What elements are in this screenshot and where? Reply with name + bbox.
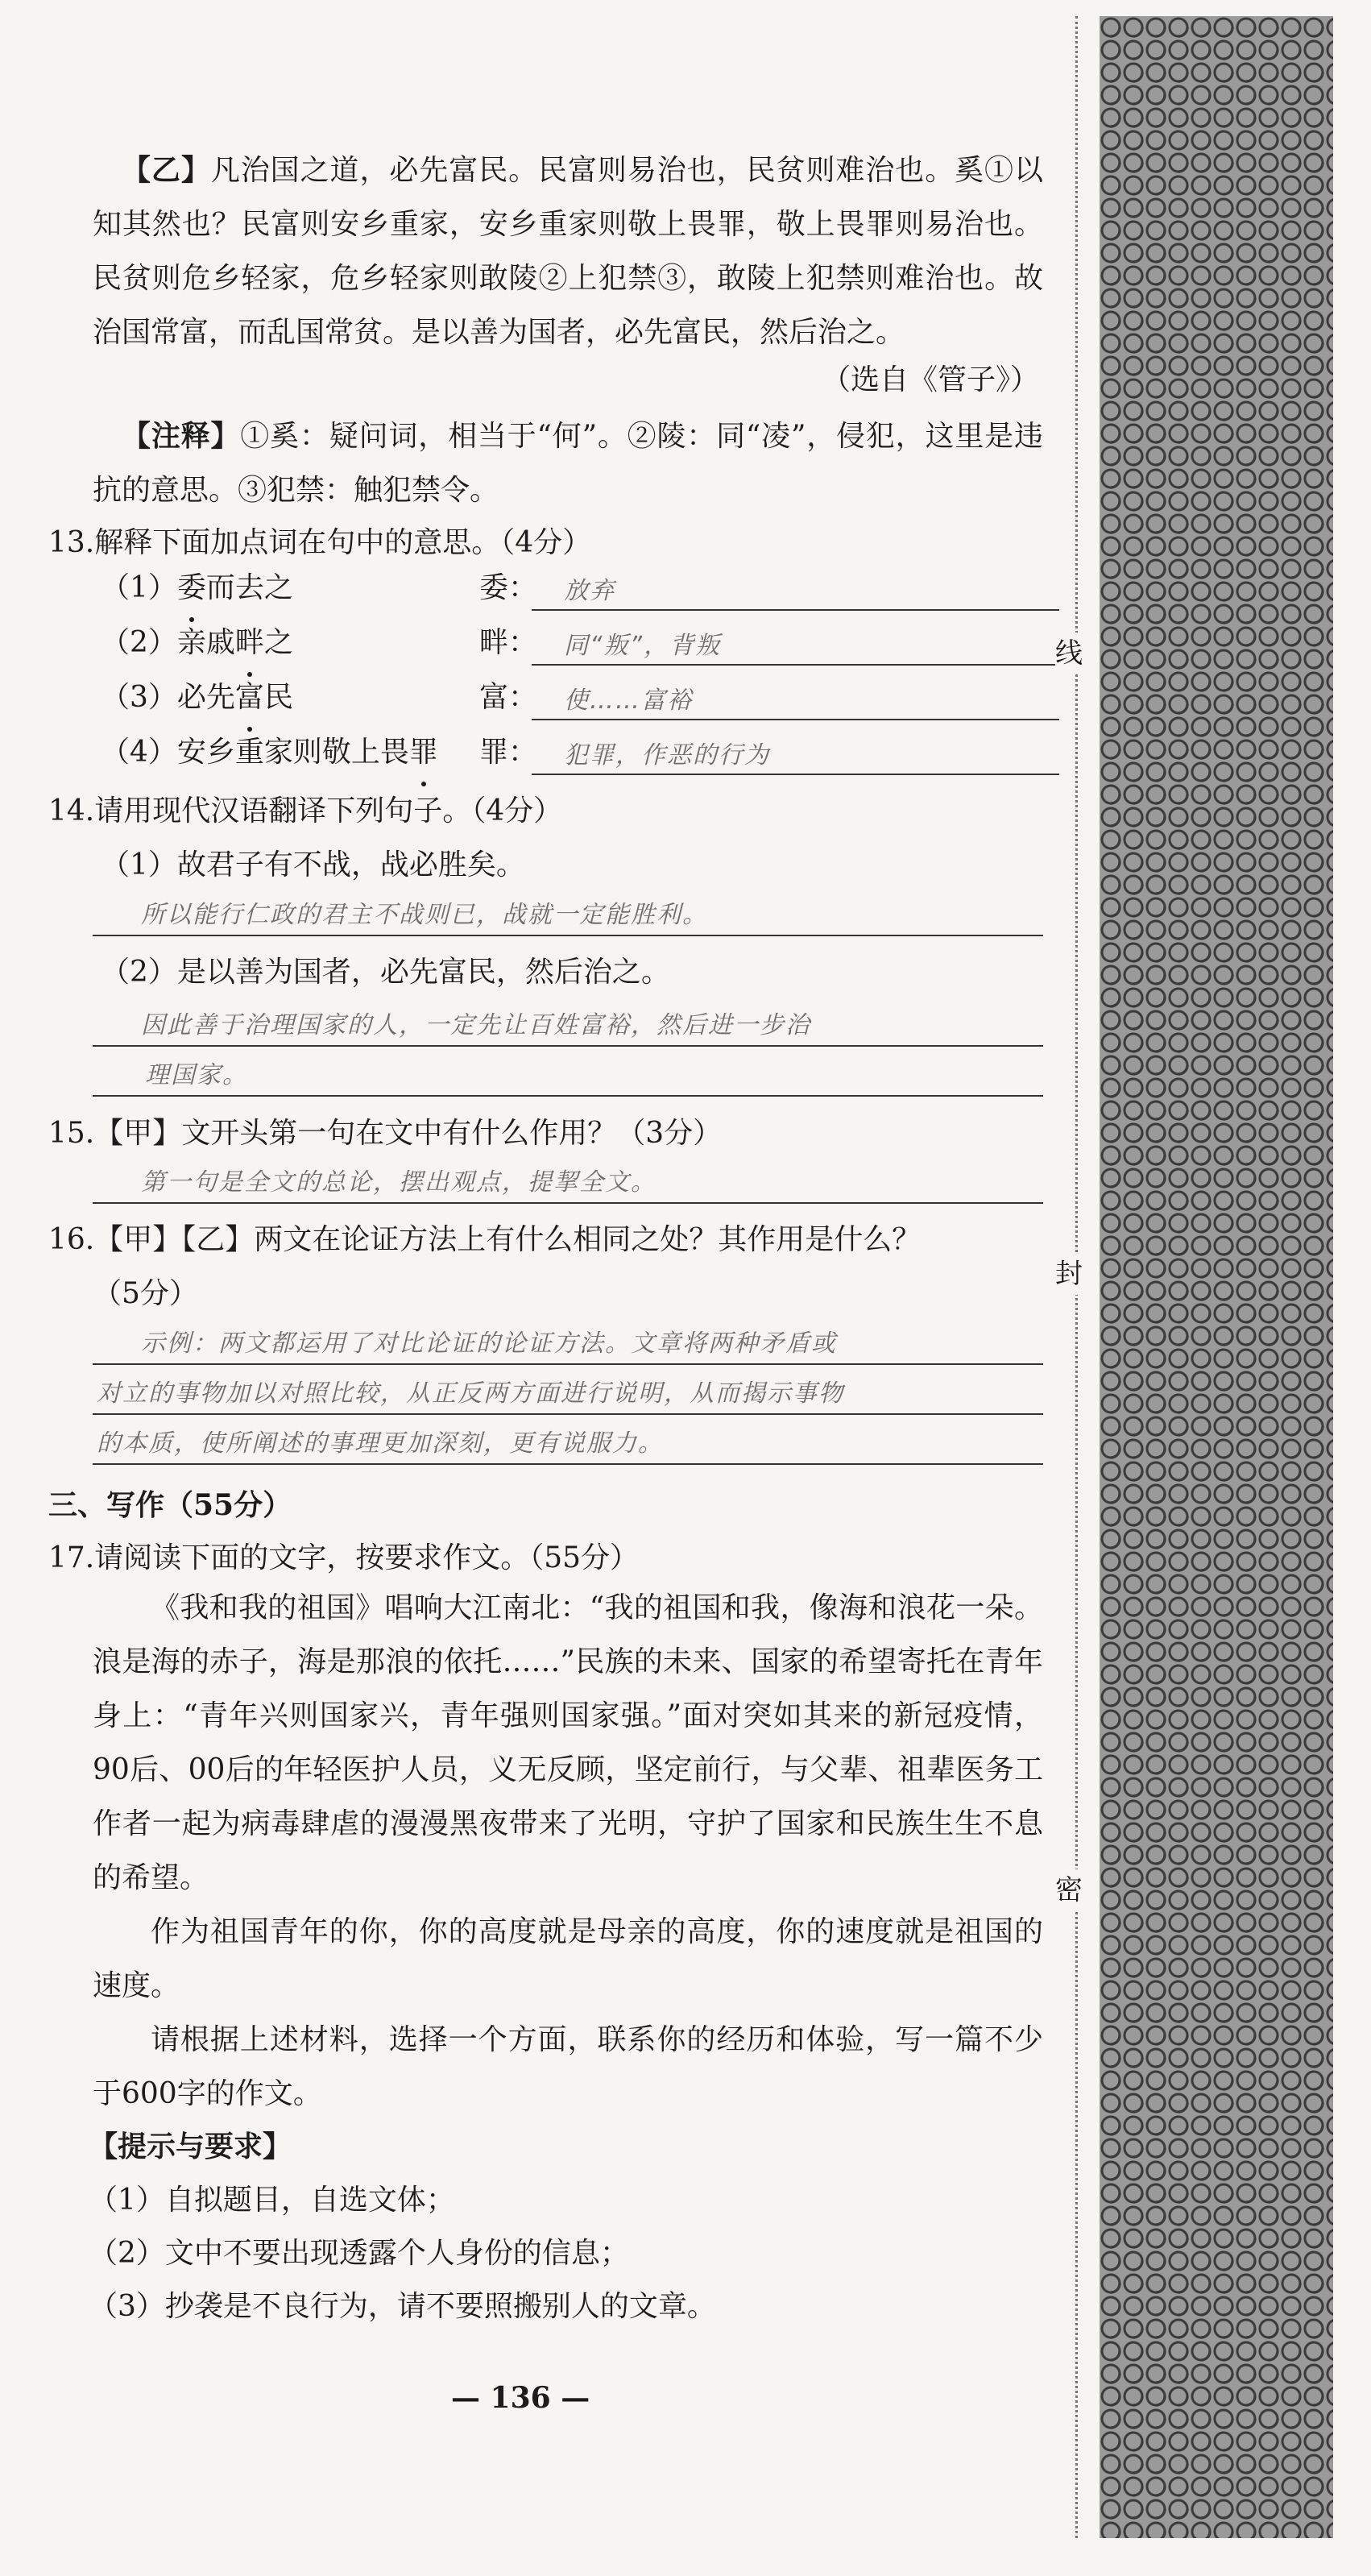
passage-source: （选自《管子》） xyxy=(821,363,1039,396)
q17-material-p2: 作为祖国青年的你，你的高度就是母亲的高度，你的速度就是祖国的速度。 xyxy=(93,1915,1043,2002)
q17-instruction: 请根据上述材料，选择一个方面，联系你的经历和体验，写一篇不少于600字的作文。 xyxy=(93,2023,1043,2110)
q13-item-4-answer: 犯罪，作恶的行为 xyxy=(564,741,770,769)
q13-item-2-char: 畔： xyxy=(479,626,538,659)
q14-answer-2-part-2: 理国家。 xyxy=(145,1061,248,1089)
q13-item-3-text: （3）必先富民 xyxy=(101,674,293,722)
dotted-char: 罪 xyxy=(409,728,438,777)
notes-text: ①奚：疑问词，相当于“何”。②陵：同“凌”，侵犯，这里是违抗的意思。③犯禁：触犯禁令。 xyxy=(93,420,1043,507)
q15-answer: 第一句是全文的总论，摆出观点，提挈全文。 xyxy=(141,1168,657,1197)
q16-answer-line-3[interactable] xyxy=(93,1413,1043,1465)
q17-material-p1: 《我和我的祖国》唱响大江南北：“我的祖国和我，像海和浪花一朵。浪是海的赤子，海是那浪的依托……”民族的未来、国家的希望寄托在青年身上：“青年兴则国家兴，青年强则国家强。”面对突如其来的新冠疫情，90后、00后的年轻医护人员，义无反顾，坚定前行，与父辈、祖辈医务工作者一起为病毒肆虐的漫漫黑夜带来了光明，守护了国家和民族生生不息的希望。 xyxy=(93,1591,1043,1894)
q14-answer-2-line-1[interactable] xyxy=(93,995,1043,1047)
q15-answer-line[interactable] xyxy=(93,1152,1043,1204)
q13-item-4 xyxy=(101,728,1043,777)
q16-answer-line-2[interactable] xyxy=(93,1363,1043,1415)
q13-item-4-answer-line[interactable] xyxy=(532,728,1059,775)
q17-title: 17.请阅读下面的文字，按要求作文。（55分） xyxy=(48,1541,640,1574)
q13-item-1 xyxy=(101,564,1043,612)
q13-item-1-answer: 放弃 xyxy=(564,577,615,605)
tip-2: （2）文中不要出现透露个人身份的信息； xyxy=(89,2237,629,2270)
q14-answer-2-line-2[interactable] xyxy=(93,1045,1043,1097)
tip-1: （1）自拟题目，自选文体； xyxy=(89,2184,455,2217)
q16-answer-part-3: 的本质，使所阐述的事理更加深刻，更有说服力。 xyxy=(97,1429,664,1458)
q14-sentence-1: （1）故君子有不战，战必胜矣。 xyxy=(101,848,525,881)
tip-3: （3）抄袭是不良行为，请不要照搬别人的文章。 xyxy=(89,2290,716,2323)
binding-char-feng: 封 xyxy=(1055,1253,1083,1295)
q13-item-4-text: （4）安乡重家则敬上畏罪 xyxy=(101,728,438,777)
page-number: — 136 — xyxy=(451,2381,590,2415)
q16-title: 16.【甲】【乙】两文在论证方法上有什么相同之处？其作用是什么？ xyxy=(48,1223,922,1256)
binding-char-xian: 线 xyxy=(1055,633,1083,674)
dotted-char: 畔 xyxy=(235,619,264,667)
q15-title: 15.【甲】文开头第一句在文中有什么作用？（3分） xyxy=(48,1117,723,1150)
decorative-border-pattern xyxy=(1100,16,1333,2538)
notes xyxy=(93,409,1043,517)
tips-label: 【提示与要求】 xyxy=(89,2130,292,2163)
q16-answer-part-1: 示例：两文都运用了对比论证的论证方法。文章将两种矛盾或 xyxy=(141,1329,837,1358)
q13-title: 13.解释下面加点词在句中的意思。（4分） xyxy=(48,526,592,559)
q16-score: （5分） xyxy=(93,1277,198,1310)
q13-item-1-text: （1）委而去之 xyxy=(101,564,293,612)
q13-item-2 xyxy=(101,619,1043,667)
q13-item-2-answer: 同“叛”，背叛 xyxy=(564,632,722,660)
q16-answer-line-1[interactable] xyxy=(93,1313,1043,1365)
q13-item-1-answer-line[interactable] xyxy=(532,564,1059,611)
section-3-title: 三、写作（55分） xyxy=(48,1488,292,1522)
q16-answer-part-2: 对立的事物加以对照比较，从正反两方面进行说明，从而揭示事物 xyxy=(97,1379,844,1408)
q14-answer-1: 所以能行仁政的君主不战则已，战就一定能胜利。 xyxy=(141,901,708,929)
q14-sentence-2: （2）是以善为国者，必先富民，然后治之。 xyxy=(101,956,670,989)
q13-item-2-text: （2）亲戚畔之 xyxy=(101,619,293,667)
dotted-char: 富 xyxy=(235,674,264,722)
notes-label: 【注释】 xyxy=(122,419,241,453)
q13-item-2-answer-line[interactable] xyxy=(532,619,1059,666)
binding-char-mi: 密 xyxy=(1055,1869,1083,1911)
q13-item-3 xyxy=(101,674,1043,722)
dotted-char: 委 xyxy=(177,564,206,612)
q14-answer-1-line[interactable] xyxy=(93,885,1043,936)
q13-item-4-char: 罪： xyxy=(479,736,538,769)
q13-item-1-char: 委： xyxy=(479,571,538,604)
q14-title: 14.请用现代汉语翻译下列句子。（4分） xyxy=(48,794,563,828)
passage-yi-text: 凡治国之道，必先富民。民富则易治也，民贫则难治也。奚①以知其然也？民富则安乡重家，安乡重家则敬上畏罪，敬上畏罪则易治也。民贫则危乡轻家，危乡轻家则敢陵②上犯禁③，敢陵上犯禁则难治也。故治国常富，而乱国常贫。是以善为国者，必先富民，然后治之。 xyxy=(93,154,1043,349)
passage-yi xyxy=(93,143,1043,359)
q13-item-3-answer-line[interactable] xyxy=(532,674,1059,720)
q13-item-3-answer: 使……富裕 xyxy=(564,687,693,715)
q14-answer-2-part-1: 因此善于治理国家的人，一定先让百姓富裕，然后进一步治 xyxy=(141,1011,811,1039)
passage-yi-label: 【乙】 xyxy=(122,153,211,187)
q13-item-3-char: 富： xyxy=(479,681,538,714)
